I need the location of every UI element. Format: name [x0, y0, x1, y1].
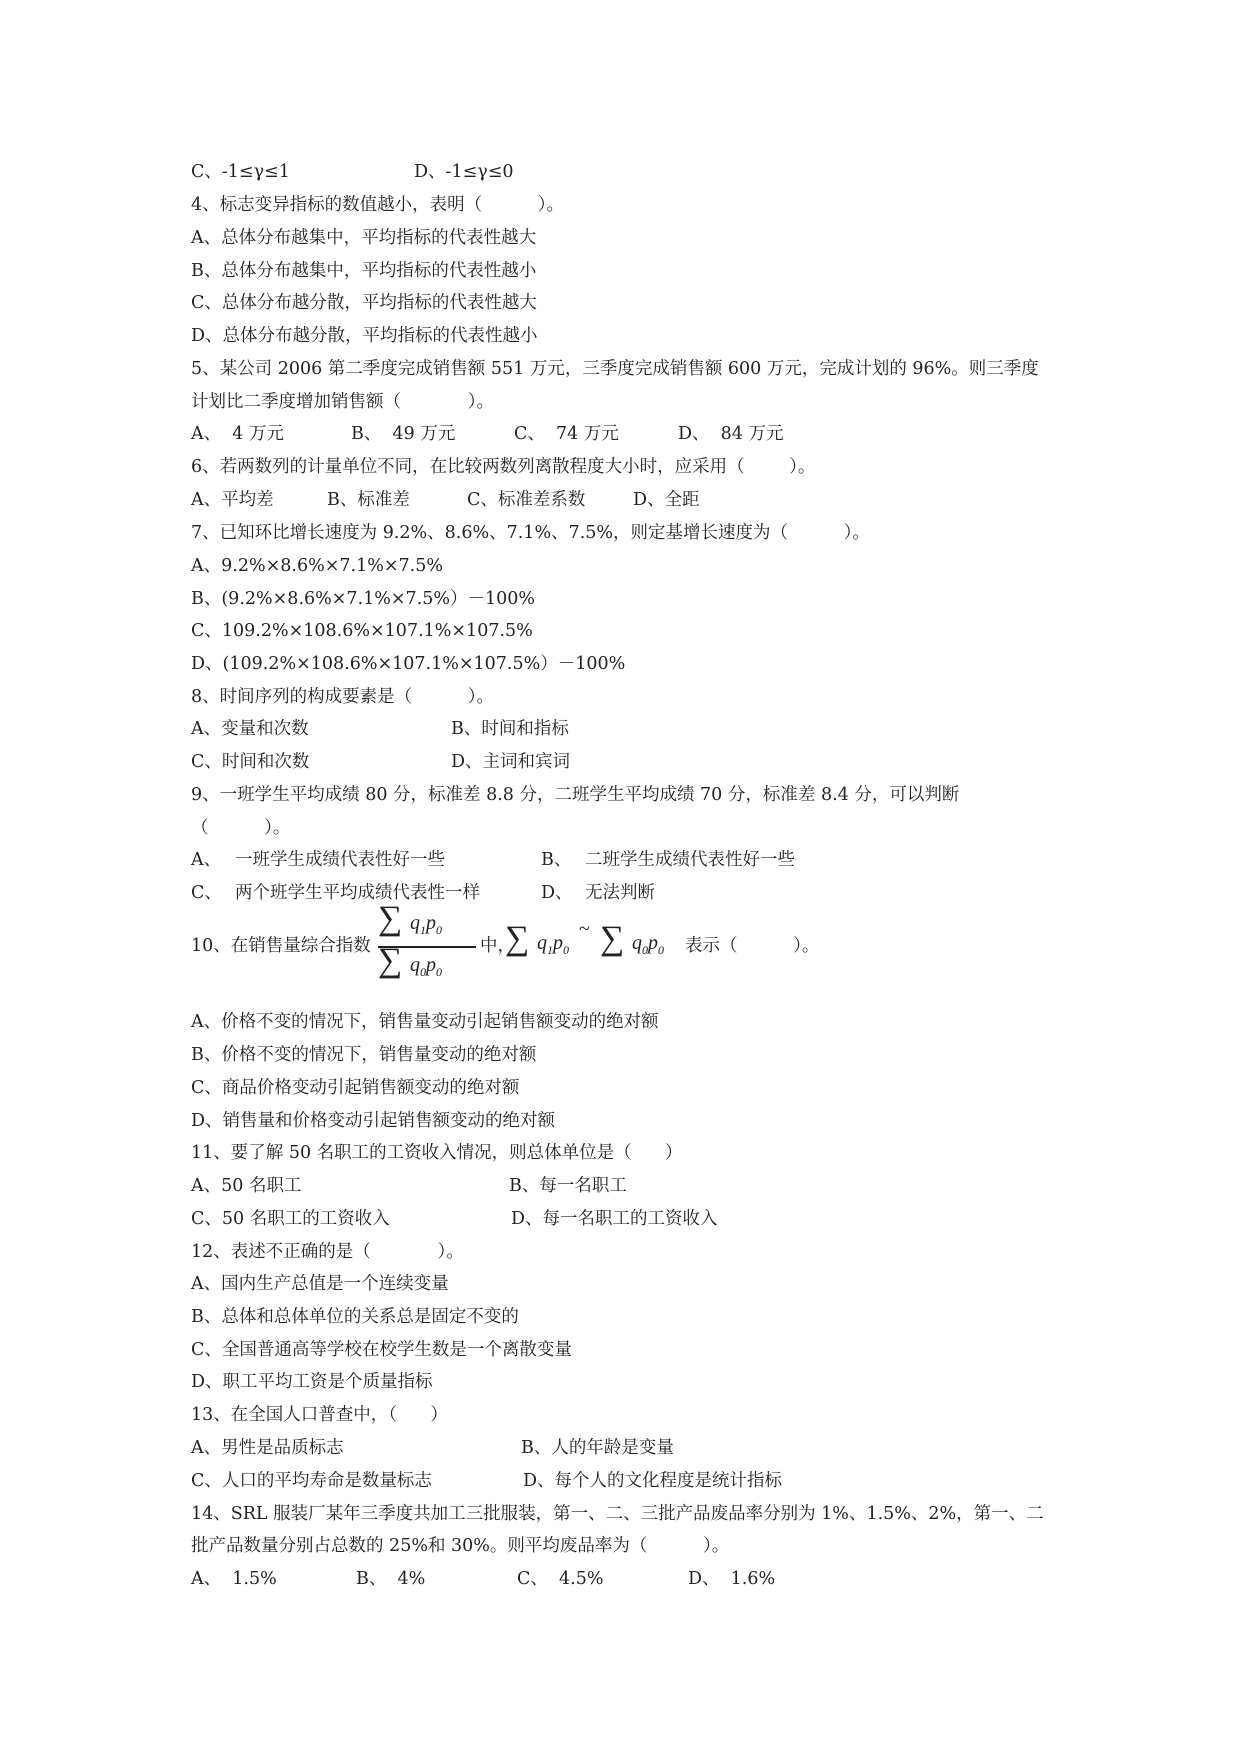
text-segment: 二班学生成绩代表性好一些	[585, 850, 795, 870]
text-segment: D、	[541, 883, 573, 903]
text-segment: D、销售量和价格变动引起销售额变动的绝对额	[191, 1111, 556, 1131]
text-segment: D、每一名职工的工资收入	[511, 1209, 718, 1229]
text-segment: A、	[191, 850, 222, 870]
text-segment: 两个班学生平均成绩代表性一样	[235, 883, 480, 903]
text-segment: A、价格不变的情况下，销售量变动引起销售额变动的绝对额	[191, 1012, 659, 1032]
text-segment: C、	[191, 883, 222, 903]
text-segment: D、 84 万元	[678, 424, 784, 444]
text-segment: 11、要了解 50 名职工的工资收入情况，则总体单位是（ ）	[191, 1143, 683, 1163]
text-segment: 计划比二季度增加销售额（ ）。	[191, 392, 495, 412]
text-segment: B、每一名职工	[509, 1176, 627, 1196]
text-segment: （ ）。	[191, 818, 291, 838]
q10-mid: 中，	[480, 936, 515, 956]
text-segment: B、 4%	[356, 1569, 426, 1589]
sigma-symbol: ∑	[378, 942, 403, 979]
text-segment: C、-1≤γ≤1	[191, 162, 290, 182]
text-segment: 7、已知环比增长速度为 9.2%、8.6%、7.1%、7.5%，则定基增长速度为（ ）。	[191, 523, 870, 543]
text-segment: 一班学生成绩代表性好一些	[235, 850, 445, 870]
text-segment: C、50 名职工的工资收入	[191, 1209, 390, 1229]
text-segment: D、职工平均工资是个质量指标	[191, 1372, 433, 1392]
text-segment: C、 74 万元	[514, 424, 619, 444]
text-segment: B、时间和指标	[451, 719, 569, 739]
text-segment: C、标准差系数	[467, 490, 586, 510]
sigma-symbol: ∑	[378, 900, 403, 937]
text-segment: C、商品价格变动引起销售额变动的绝对额	[191, 1078, 520, 1098]
text-segment: A、变量和次数	[191, 719, 309, 739]
text-segment: 8、时间序列的构成要素是（ ）。	[191, 687, 495, 707]
text-segment: C、总体分布越分散，平均指标的代表性越大	[191, 293, 537, 313]
sigma-symbol: ∑	[600, 920, 625, 957]
sigma-symbol: ∑	[505, 920, 530, 957]
text-segment: 14、SRL 服装厂某年三季度共加工三批服装，第一、二、三批产品废品率分别为 1%、1.5%、2%，第一、二	[191, 1504, 1044, 1524]
text-segment: D、主词和宾词	[451, 752, 571, 772]
text-segment: 5、某公司 2006 第二季度完成销售额 551 万元，三季度完成销售额 600 万元，完成计划的 96%。则三季度	[191, 359, 1039, 379]
text-segment: B、总体和总体单位的关系总是固定不变的	[191, 1307, 519, 1327]
q10-suffix: 表示（ ）。	[685, 936, 820, 956]
text-segment: D、-1≤γ≤0	[414, 162, 514, 182]
text-segment: 13、在全国人口普查中，（ ）	[191, 1405, 448, 1425]
text-segment: B、标准差	[327, 490, 410, 510]
text-segment: A、50 名职工	[191, 1176, 302, 1196]
tilde-mark: ~	[579, 918, 590, 940]
text-segment: 9、一班学生平均成绩 80 分，标准差 8.8 分，二班学生平均成绩 70 分，标准差 8.4 分，可以判断	[191, 785, 960, 805]
text-segment: B、	[541, 850, 572, 870]
text-segment: A、国内生产总值是一个连续变量	[191, 1274, 449, 1294]
text-segment: A、9.2%×8.6%×7.1%×7.5%	[191, 556, 443, 576]
text-segment: D、全距	[633, 490, 700, 510]
text-segment: 4、标志变异指标的数值越小，表明（ ）。	[191, 195, 565, 215]
text-segment: 无法判断	[585, 883, 655, 903]
text-segment: B、总体分布越集中，平均指标的代表性越小	[191, 261, 537, 281]
text-segment: B、 49 万元	[351, 424, 456, 444]
text-segment: A、男性是品质标志	[191, 1438, 344, 1458]
text-segment: B、价格不变的情况下，销售量变动的绝对额	[191, 1045, 537, 1065]
text-segment: A、平均差	[191, 490, 274, 510]
text-segment: C、人口的平均寿命是数量标志	[191, 1471, 432, 1491]
text-segment: A、总体分布越集中，平均指标的代表性越大	[191, 228, 537, 248]
text-segment: A、 4 万元	[191, 424, 284, 444]
text-segment: C、 4.5%	[517, 1569, 604, 1589]
text-segment: D、(109.2%×108.6%×107.1%×107.5%）－100%	[191, 654, 626, 674]
text-segment: C、时间和次数	[191, 752, 310, 772]
text-segment: B、(9.2%×8.6%×7.1%×7.5%）－100%	[191, 589, 536, 609]
text-segment: C、109.2%×108.6%×107.1%×107.5%	[191, 621, 533, 641]
text-segment: A、 1.5%	[191, 1569, 277, 1589]
text-segment: 批产品数量分别占总数的 25%和 30%。则平均废品率为（ ）。	[191, 1536, 730, 1556]
text-segment: C、全国普通高等学校在校学生数是一个离散变量	[191, 1340, 572, 1360]
text-segment: D、总体分布越分散，平均指标的代表性越小	[191, 326, 538, 346]
text-segment: D、 1.6%	[688, 1569, 776, 1589]
text-segment: D、每个人的文化程度是统计指标	[523, 1471, 783, 1491]
text-segment: 6、若两数列的计量单位不同，在比较两数列离散程度大小时，应采用（ ）。	[191, 457, 816, 477]
text-segment: B、人的年龄是变量	[521, 1438, 674, 1458]
q10-prefix: 10、在销售量综合指数	[191, 936, 371, 956]
text-segment: 12、表述不正确的是（ ）。	[191, 1242, 464, 1262]
